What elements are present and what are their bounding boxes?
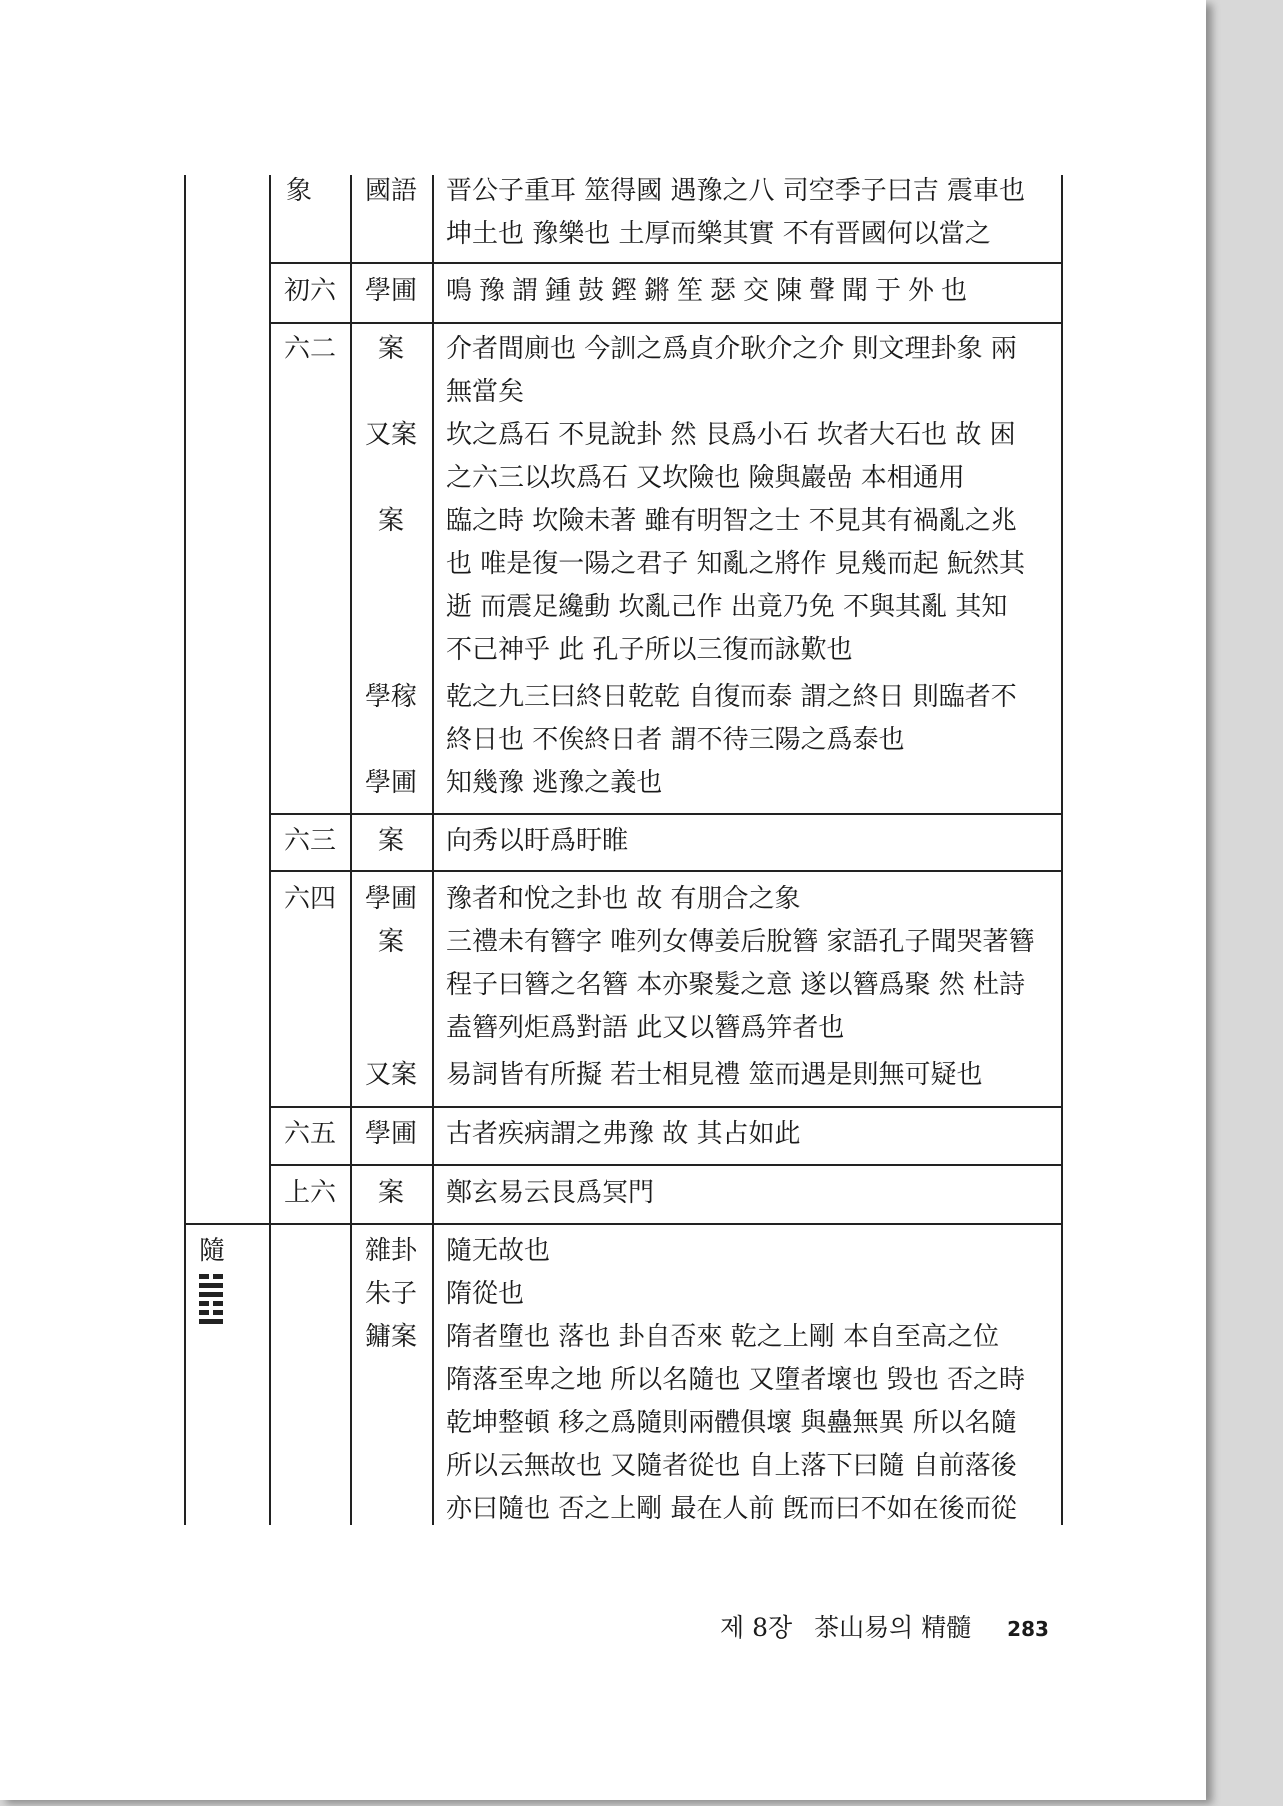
text-line: 三禮未有簪字 唯列女傳姜后脫簪 家語孔子聞哭著簪 xyxy=(446,927,1035,957)
row-content xyxy=(446,1054,1066,1097)
row-divider xyxy=(269,1106,1062,1108)
row-content xyxy=(446,921,1066,1050)
row-label: 案 xyxy=(377,506,404,536)
row-content xyxy=(446,270,1066,313)
row-divider xyxy=(269,813,1062,815)
text-line: 乾坤整頓 移之爲隨則兩體俱壞 與蠱無異 所以名隨 xyxy=(446,1408,1017,1438)
col-2-divider xyxy=(350,175,352,1525)
row-label: 雜卦 xyxy=(364,1236,417,1266)
hexagram-name-sui: 隨 xyxy=(198,1236,225,1266)
text-line: 也 唯是復一陽之君子 知亂之將作 見幾而起 魭然其 xyxy=(446,549,1026,579)
row-content xyxy=(446,1273,1066,1316)
row-content xyxy=(446,676,1066,762)
row-label: 學圃 xyxy=(364,884,417,914)
row-label: 學圃 xyxy=(364,276,417,306)
text-line: 知幾豫 逃豫之義也 xyxy=(446,768,663,798)
row-label: 又案 xyxy=(364,420,417,450)
col-1-divider xyxy=(269,175,271,1525)
section-name-liuwu: 六五 xyxy=(283,1119,336,1149)
row-content xyxy=(446,500,1066,672)
row-content xyxy=(446,1113,1066,1156)
row-divider xyxy=(269,322,1062,324)
sui-hexagram-icon xyxy=(199,1274,223,1328)
page-number: 283 xyxy=(1007,1617,1049,1641)
text-line: 逝 而震足纔動 坎亂己作 出竟乃免 不與其亂 其知 xyxy=(446,592,1008,622)
text-line: 隋者墮也 落也 卦自否來 乾之上剛 本自至高之位 xyxy=(446,1322,1000,1352)
row-label: 案 xyxy=(377,826,404,856)
section-name-liusan: 六三 xyxy=(283,826,336,856)
row-content xyxy=(446,1316,1066,1531)
section-name-chuliu: 初六 xyxy=(283,276,336,306)
row-label: 鏞案 xyxy=(364,1322,417,1352)
text-line: 終日也 不俟終日者 謂不待三陽之爲泰也 xyxy=(446,725,905,755)
row-content xyxy=(446,820,1066,863)
row-label: 學圃 xyxy=(364,768,417,798)
section-name-liusi: 六四 xyxy=(283,884,336,914)
row-content xyxy=(446,1172,1066,1215)
row-label: 案 xyxy=(377,1178,404,1208)
row-label: 案 xyxy=(377,334,404,364)
text-line: 乾之九三曰終日乾乾 自復而泰 謂之終日 則臨者不 xyxy=(446,682,1017,712)
text-line: 坤土也 豫樂也 土厚而樂其實 不有晋國何以當之 xyxy=(446,219,991,249)
text-line: 隨无故也 xyxy=(446,1236,551,1266)
table-left-border xyxy=(184,175,186,1525)
row-content xyxy=(446,328,1066,414)
text-line: 程子曰簪之名簪 本亦聚髮之意 遂以簪爲聚 然 杜詩 xyxy=(446,970,1026,1000)
row-content xyxy=(446,878,1066,921)
section-name-shangliu: 上六 xyxy=(283,1178,336,1208)
section-name-liuer: 六二 xyxy=(283,334,336,364)
text-line: 介者間廁也 今訓之爲貞介耿介之介 則文理卦象 兩 xyxy=(446,334,1017,364)
text-line: 向秀以盱爲盱睢 xyxy=(446,826,629,856)
row-content xyxy=(446,414,1066,500)
row-content xyxy=(446,1230,1066,1273)
text-line: 豫者和悅之卦也 故 有朋合之象 xyxy=(446,884,801,914)
row-divider xyxy=(269,1164,1062,1166)
text-line: 晋公子重耳 筮得國 遇豫之八 司空季子曰吉 震車也 xyxy=(446,176,1026,206)
row-label: 學圃 xyxy=(364,1119,417,1149)
row-divider xyxy=(269,870,1062,872)
row-divider xyxy=(184,1223,1062,1225)
text-line: 隋從也 xyxy=(446,1279,525,1309)
row-label: 又案 xyxy=(364,1060,417,1090)
chapter-label: 제 8장 xyxy=(720,1613,793,1642)
chapter-title: 茶山易의 精髓 xyxy=(814,1613,972,1642)
row-label: 案 xyxy=(377,927,404,957)
section-name-xiang: 象 xyxy=(285,176,312,206)
text-line: 鳴豫謂鍾鼓鏗鏘笙瑟交陳聲聞于外也 xyxy=(446,276,975,306)
text-line: 隋落至卑之地 所以名隨也 又墮者壞也 毁也 否之時 xyxy=(446,1365,1026,1395)
row-label: 朱子 xyxy=(364,1279,417,1309)
row-divider xyxy=(269,262,1062,264)
text-line: 之六三以坎爲石 又坎險也 險與巖嵒 本相通用 xyxy=(446,463,965,493)
text-line: 臨之時 坎險未著 雖有明智之士 不見其有禍亂之兆 xyxy=(446,506,1017,536)
text-line: 不己神乎 此 孔子所以三復而詠歎也 xyxy=(446,635,853,665)
text-line: 無當矣 xyxy=(446,377,525,407)
row-content xyxy=(446,170,1066,256)
row-label: 學稼 xyxy=(364,682,417,712)
page-footer xyxy=(720,1608,1049,1644)
col-3-divider xyxy=(432,175,434,1525)
text-line: 坎之爲石 不見說卦 然 艮爲小石 坎者大石也 故 困 xyxy=(446,420,1016,450)
text-line: 古者疾病謂之弗豫 故 其占如此 xyxy=(446,1119,801,1149)
text-line: 鄭玄易云艮爲冥門 xyxy=(446,1178,655,1208)
text-line: 易詞皆有所擬 若士相見禮 筮而遇是則無可疑也 xyxy=(446,1060,983,1090)
text-line: 所以云無故也 又隨者從也 自上落下曰隨 自前落後 xyxy=(446,1451,1017,1481)
text-line: 亦曰隨也 否之上剛 最在人前 旣而曰不如在後而從 xyxy=(446,1494,1017,1524)
row-label: 國語 xyxy=(364,176,417,206)
text-line: 盍簪列炬爲對語 此又以簪爲笄者也 xyxy=(446,1013,845,1043)
row-content xyxy=(446,762,1066,805)
